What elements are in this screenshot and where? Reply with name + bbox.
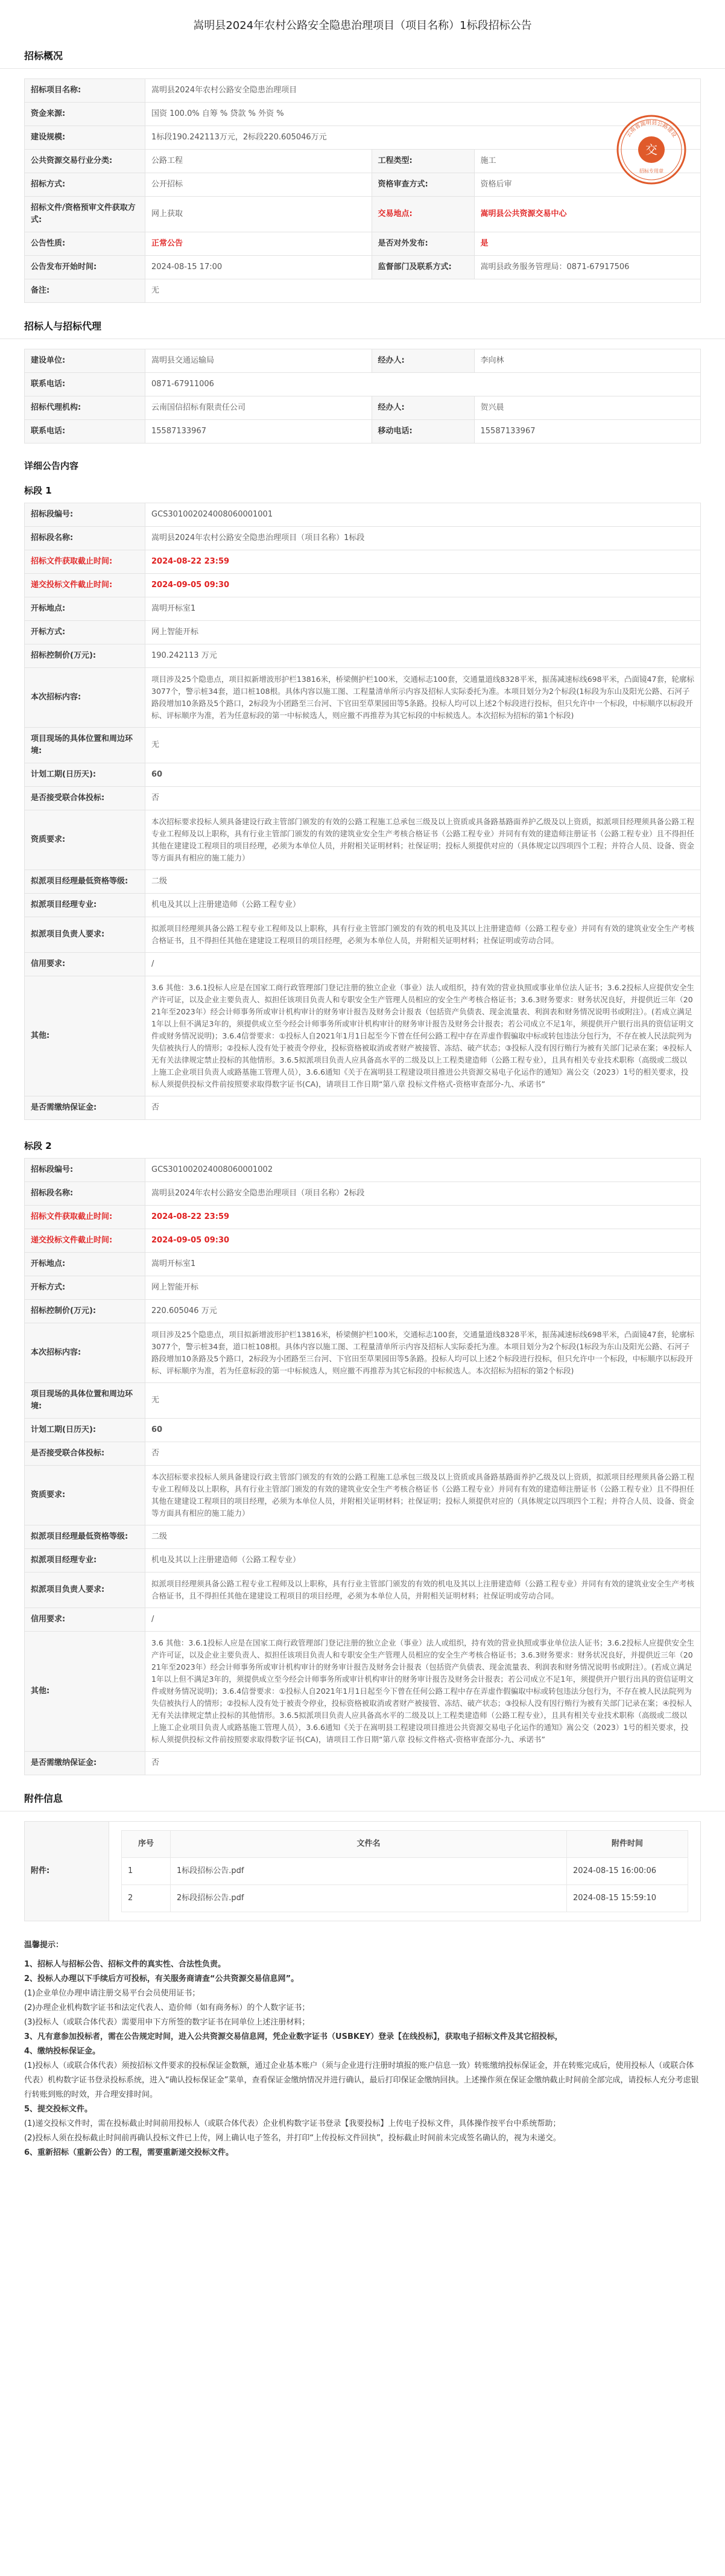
field-label: 招标方式:	[25, 173, 145, 197]
field-value: GCS301002024008060001002	[145, 1159, 701, 1182]
bid-row	[25, 953, 701, 976]
attachment-row[interactable]	[122, 1858, 688, 1885]
field-value: 机电及其以上注册建造师（公路工程专业）	[145, 894, 701, 917]
bid-row	[25, 1383, 701, 1419]
notice-item: (2)投标人须在投标截止时间前再确认投标文件已上传，网上确认电子签名，并打印“上传投标文件回执”，投标截止时间前未完成签名确认的，视为未递交。	[24, 2134, 561, 2143]
field-value: 网上智能开标	[145, 621, 701, 644]
official-seal-icon	[615, 113, 688, 186]
agency-row	[25, 373, 701, 396]
notice-item: (1)投标人（或联合体代表）须按招标文件要求的投标保证金数额，通过企业基本账户（须与企业进行注册时填报的账户信息一致）转账缴纳投标保证金，并在转账完成后，使用投标人（或联合体代表）机构数字证书登录投标系统，进入“确认投标保证金”菜单，查看保证金缴纳情况并进行确认，最后打印保证金缴纳回执。上述操作须在保证金缴纳截止时间前全部完成，请投标人充分考虑银行转账到账的时效，并合理安排时间。	[24, 2061, 699, 2099]
field-label: 招标段名称:	[25, 527, 145, 550]
overview-table	[24, 78, 701, 303]
field-value: 嵩明县公共资源交易中心	[474, 197, 701, 232]
bid-table	[24, 503, 701, 1120]
field-value: 15587133967	[474, 420, 701, 444]
field-value: 否	[145, 1442, 701, 1466]
field-value: 无	[145, 1383, 701, 1419]
field-label: 本次招标内容:	[25, 668, 145, 728]
bid-row	[25, 728, 701, 763]
bid-row	[25, 1573, 701, 1608]
bid-row	[25, 1159, 701, 1182]
field-label: 递交投标文件截止时间:	[25, 574, 145, 597]
attachment-column-header: 文件名	[171, 1831, 567, 1858]
notice-item: 4、缴纳投标保证金。	[24, 2047, 101, 2056]
overview-row	[25, 256, 701, 279]
field-value: 嵩明县政务服务管理局：0871-67917506	[474, 256, 701, 279]
field-value: 嵩明县2024年农村公路安全隐患治理项目	[145, 79, 701, 103]
attachment-column-header: 序号	[122, 1831, 171, 1858]
bid-row	[25, 1096, 701, 1120]
bid-row	[25, 1300, 701, 1323]
overview-section	[24, 78, 701, 303]
field-label: 监督部门及联系方式:	[372, 256, 474, 279]
field-label: 建设规模:	[25, 126, 145, 150]
field-value: 1标段190.242113万元，2标段220.605046万元	[145, 126, 701, 150]
bid-row	[25, 917, 701, 953]
agency-table	[24, 349, 701, 444]
notice-item: 5、提交投标文件。	[24, 2105, 93, 2114]
field-label: 开标方式:	[25, 621, 145, 644]
field-label: 拟派项目负责人要求:	[25, 1573, 145, 1608]
attachment-file-link[interactable]: 1标段招标公告.pdf	[171, 1858, 567, 1885]
field-label: 拟派项目经理最低资格等级:	[25, 1525, 145, 1549]
bid-row	[25, 527, 701, 550]
field-value: 2024-09-05 09:30	[145, 574, 701, 597]
field-label: 联系电话:	[25, 373, 145, 396]
attachment-index: 1	[122, 1858, 171, 1885]
field-label: 经办人:	[372, 396, 474, 420]
field-value: 正常公告	[145, 232, 372, 256]
attachments-heading: 附件信息	[0, 1786, 725, 1811]
svg-text:交: 交	[645, 142, 657, 157]
field-label: 联系电话:	[25, 420, 145, 444]
agency-row	[25, 396, 701, 420]
bid-row	[25, 787, 701, 810]
field-label: 其他:	[25, 1632, 145, 1752]
field-value: 项目涉及25个隐患点，项目拟新增波形护栏13816米，桥梁侧护栏100米，交通标志100套，交通量道线8328平米，振荡减速标线698平米，凸面镜47套，轮廓标3077个，警示桩34套，道口桩108根。具体内容以施工图、工程量清单所示内容及招标人实际委托为准。本项目划分为2个标段(1标段为东山及阳光公路、石河子路段增加10条路及5个路口，2标段为小团路至三台河、下官田至草果园田等5条路。投标人均可以上述2个标段进行投标，但只允许中一个标段，中标顺序以标段开标、评标顺序为准，若为任意标段的第一中标候选人，则应撤不再推荐为其它标段的中标候选人。本次招标为招标的第2个标段)	[145, 1323, 701, 1383]
agency-row	[25, 420, 701, 444]
field-value: /	[145, 1608, 701, 1632]
field-label: 拟派项目经理专业:	[25, 894, 145, 917]
bid-row	[25, 550, 701, 574]
field-value: 2024-09-05 09:30	[145, 1229, 701, 1253]
field-label: 招标段名称:	[25, 1182, 145, 1206]
field-label: 公共资源交易行业分类:	[25, 150, 145, 173]
notice-heading: 温馨提示：	[24, 1941, 64, 1950]
overview-row	[25, 279, 701, 303]
overview-row	[25, 173, 701, 197]
field-value: 15587133967	[145, 420, 372, 444]
field-label: 招标控制价(万元):	[25, 1300, 145, 1323]
field-value: 本次招标要求投标人须具备建设行政主管部门颁发的有效的公路工程施工总承包三级及以上资质或具备路基路面养护乙级及以上资质，拟派项目经理须具备公路工程专业工程师及以上职称，具有行业主管部门颁发的有效的建筑业安全生产考核合格证书（公路工程专业）并同有有效的建造师注册证书（公路工程专业）且不得担任其他在建建设工程项目的项目经理，必须为本单位人员，并附相关证明材料；社保证明；投标人须提供对应的（具体规定以四项四个工程；并符合人员、设备、资金等方面具有相应的施工能力）	[145, 1466, 701, 1525]
bid-row	[25, 1632, 701, 1752]
field-label: 工程类型:	[372, 150, 474, 173]
field-label: 是否接受联合体投标:	[25, 787, 145, 810]
field-value: 拟派项目经理须具备公路工程专业工程师及以上职称，具有行业主管部门颁发的有效的机电及其以上注册建造师（公路工程专业）并同有有效的建筑业安全生产考核合格证书，且不得担任其他在建建设工程项目的项目经理，必须为本单位人员，并附相关证明材料；社保证明或劳动合同。	[145, 1573, 701, 1608]
bid-section-2	[24, 1158, 701, 1775]
field-value: 190.242113 万元	[145, 644, 701, 668]
field-label: 招标文件获取截止时间:	[25, 1206, 145, 1229]
attachment-time: 2024-08-15 16:00:06	[567, 1858, 688, 1885]
bid-row	[25, 763, 701, 787]
bids-container	[0, 475, 725, 1775]
field-value: 施工	[474, 150, 701, 173]
notice-item: (1)递交投标文件时，需在投标截止时间前用投标人（或联合体代表）企业机构数字证书登录【我要投标】上传电子投标文件，具体操作按平台中系统帮助；	[24, 2119, 561, 2128]
field-label: 招标文件获取截止时间:	[25, 550, 145, 574]
agency-heading: 招标人与招标代理	[0, 314, 725, 339]
bid-row	[25, 1253, 701, 1276]
field-value: 嵩明开标室1	[145, 1253, 701, 1276]
field-value: 公开招标	[145, 173, 372, 197]
field-value: 2024-08-15 17:00	[145, 256, 372, 279]
field-label: 拟派项目经理专业:	[25, 1549, 145, 1573]
notice-item: (3)投标人（或联合体代表）需要用申下方所签的数字证书在同单位上述注册材料；	[24, 2018, 310, 2027]
field-value: 拟派项目经理须具备公路工程专业工程师及以上职称，具有行业主管部门颁发的有效的机电及其以上注册建造师（公路工程专业）并同有有效的建筑业安全生产考核合格证书，且不得担任其他在建建设工程项目的项目经理，必须为本单位人员，并附相关证明材料；社保证明或劳动合同。	[145, 917, 701, 953]
attachments-label: 附件:	[25, 1822, 109, 1921]
field-value: 无	[145, 279, 701, 303]
field-value: 嵩明开标室1	[145, 597, 701, 621]
field-value: /	[145, 953, 701, 976]
field-label: 本次招标内容:	[25, 1323, 145, 1383]
field-value: 是	[474, 232, 701, 256]
details-heading: 详细公告内容	[24, 460, 79, 471]
field-label: 公告发布开始时间:	[25, 256, 145, 279]
attachments-section	[24, 1821, 701, 1921]
field-label: 招标段编号:	[25, 503, 145, 527]
field-label: 公告性质:	[25, 232, 145, 256]
field-label: 是否接受联合体投标:	[25, 1442, 145, 1466]
notice-item: (1)企业单位办理申请注册交易平台会员使用证书；	[24, 1989, 200, 1998]
attachment-time: 2024-08-15 15:59:10	[567, 1885, 688, 1912]
bid-row	[25, 1608, 701, 1632]
field-value: 否	[145, 787, 701, 810]
field-value: 网上获取	[145, 197, 372, 232]
field-label: 资质要求:	[25, 810, 145, 870]
bid-section-1	[24, 503, 701, 1120]
field-label: 资金来源:	[25, 103, 145, 126]
notice-section	[0, 1932, 725, 2184]
field-value: GCS301002024008060001001	[145, 503, 701, 527]
bid-row	[25, 597, 701, 621]
field-value: 2024-08-22 23:59	[145, 550, 701, 574]
field-label: 是否需缴纳保证金:	[25, 1752, 145, 1775]
field-value: 嵩明县2024年农村公路安全隐患治理项目（项目名称）2标段	[145, 1182, 701, 1206]
bid-row	[25, 1525, 701, 1549]
attachment-file-link[interactable]: 2标段招标公告.pdf	[171, 1885, 567, 1912]
field-value: 嵩明县2024年农村公路安全隐患治理项目（项目名称）1标段	[145, 527, 701, 550]
field-label: 开标地点:	[25, 1253, 145, 1276]
bid-row	[25, 1549, 701, 1573]
overview-row	[25, 150, 701, 173]
bid-row	[25, 976, 701, 1096]
svg-text:招标专用章: 招标专用章	[639, 168, 663, 174]
field-label: 招标控制价(万元):	[25, 644, 145, 668]
field-value: 国资 100.0% 自筹 % 贷款 % 外资 %	[145, 103, 701, 126]
field-value: 公路工程	[145, 150, 372, 173]
svg-text:云南省嵩明县公路建设: 云南省嵩明县公路建设	[625, 119, 677, 139]
field-label: 招标项目名称:	[25, 79, 145, 103]
notice-item: 1、招标人与招标公告、招标文件的真实性、合法性负责。	[24, 1960, 226, 1969]
notice-item: 6、重新招标（重新公告）的工程，需要重新递交投标文件。	[24, 2148, 234, 2157]
field-value: 220.605046 万元	[145, 1300, 701, 1323]
field-label: 项目现场的具体位置和周边环境:	[25, 728, 145, 763]
field-label: 是否需缴纳保证金:	[25, 1096, 145, 1120]
notice-item: 2、投标人办理以下手续后方可投标，有关服务商请查“公共资源交易信息网”。	[24, 1974, 299, 1983]
field-label: 经办人:	[372, 349, 474, 373]
field-label: 拟派项目经理最低资格等级:	[25, 870, 145, 894]
field-value: 3.6 其他：3.6.1投标人应是在国家工商行政管理部门登记注册的独立企业（事业）法人或组织，持有效的营业执照或事业单位法人证书；3.6.2投标人应提供安全生产许可证，以及企业主要负责人、拟担任该项目负责人和专职安全生产管理人员相应的安全生产考核合格证书；3.6.3财务要求：财务状况良好，并提供近三年（2021年至2023年）经会计师事务所或审计机构审计的财务审计报告及财务会计报表（包括资产负债表、现金流量表、利润表和财务情况说明书或附注）。(若成立满足1年以上但不满足3年的，须提供成立至今经会计师事务所或审计机构审计的财务审计报告及财务会计报表；若公司成立不足1年，须提供开户银行出具的资信证明文件或财务情况说明)；3.6.4信誉要求：①投标人自2021年1月1日起至今下曾在任何公路工程中存在弄虚作假骗取中标或转包违法分包行为，不存在被人民法院列为失信被执行人的情形；②投标人没有处于被责令停业，投标资格被取消或者财产被接管、冻结、破产状态；③投标人没有因行贿行为被有关部门记录在案；④投标人无有关法律规定禁止投标的其他情形。3.6.5拟派项目负责人应具备高水平的二级及以上工程类建造师（公路工程专业），且具有相关专业技术职称（高级或二级以上施工企业项目负责人或路基施工管理人员），3.6.6通知《关于在嵩明县工程建设项目推进公共资源交易电子化运作的通知》嵩公交（2023）1号的相关要求，投标人须提供投标文件前按照要求取得数字证书(CA)，请项目工作日期“第八章 投标文件格式-资格审查部分-九、承诺书”	[145, 976, 701, 1096]
bid-row	[25, 1206, 701, 1229]
field-label: 建设单位:	[25, 349, 145, 373]
field-label: 开标地点:	[25, 597, 145, 621]
bid-row	[25, 574, 701, 597]
bid-section-title: 标段 2	[24, 1140, 52, 1151]
bid-row	[25, 870, 701, 894]
page-title: 嵩明县2024年农村公路安全隐患治理项目（项目名称）1标段招标公告	[193, 19, 532, 32]
bid-row	[25, 1419, 701, 1442]
field-value: 贺兴晨	[474, 396, 701, 420]
bid-row	[25, 1752, 701, 1775]
field-value: 否	[145, 1752, 701, 1775]
field-label: 资格审查方式:	[372, 173, 474, 197]
field-label: 开标方式:	[25, 1276, 145, 1300]
agency-row	[25, 349, 701, 373]
field-value: 2024-08-22 23:59	[145, 1206, 701, 1229]
notice-item: 3、凡有意参加投标者，需在公告规定时间，进入公共资源交易信息网，凭企业数字证书（USBKEY）登录【在线投标】，获取电子招标文件及其它招投标，	[24, 2032, 563, 2041]
field-value: 云南国信招标有限责任公司	[145, 396, 372, 420]
field-value: 本次招标要求投标人须具备建设行政主管部门颁发的有效的公路工程施工总承包三级及以上资质或具备路基路面养护乙级及以上资质，拟派项目经理须具备公路工程专业工程师及以上职称，具有行业主管部门颁发的有效的建筑业安全生产考核合格证书（公路工程专业）并同有有效的建造师注册证书（公路工程专业）且不得担任其他在建建设工程项目的项目经理，必须为本单位人员，并附相关证明材料；社保证明；投标人须提供对应的（具体规定以四项四个工程；并符合人员、设备、资金等方面具有相应的施工能力）	[145, 810, 701, 870]
bid-row	[25, 810, 701, 870]
field-value: 否	[145, 1096, 701, 1120]
field-label: 移动电话:	[372, 420, 474, 444]
overview-row	[25, 103, 701, 126]
field-label: 其他:	[25, 976, 145, 1096]
overview-row	[25, 197, 701, 232]
field-value: 资格后审	[474, 173, 701, 197]
field-label: 递交投标文件截止时间:	[25, 1229, 145, 1253]
attachments-table	[121, 1830, 688, 1912]
notice-item: (2)办理企业机构数字证书和法定代表人、造价师（如有商务标）的个人数字证书；	[24, 2003, 310, 2012]
field-label: 备注:	[25, 279, 145, 303]
overview-row	[25, 79, 701, 103]
field-label: 计划工期(日历天):	[25, 763, 145, 787]
bid-row	[25, 894, 701, 917]
attachment-index: 2	[122, 1885, 171, 1912]
bid-row	[25, 644, 701, 668]
bid-row	[25, 1276, 701, 1300]
field-label: 招标文件/资格预审文件获取方式:	[25, 197, 145, 232]
field-value: 60	[145, 763, 701, 787]
field-value: 二级	[145, 870, 701, 894]
field-value: 项目涉及25个隐患点，项目拟新增波形护栏13816米，桥梁侧护栏100米，交通标志100套，交通量道线8328平米，振荡减速标线698平米，凸面镜47套，轮廓标3077个，警示桩34套，道口桩108根。具体内容以施工图、工程量清单所示内容及招标人实际委托为准。本项目划分为2个标段(1标段为东山及阳光公路、石河子路段增加10条路及5个路口，2标段为小团路至三台河、下官田至草果园田等5条路。投标人均可以上述2个标段进行投标，但只允许中一个标段，中标顺序以标段开标、评标顺序为准，若为任意标段的第一中标候选人，则应撤不再推荐为其它标段的中标候选人。本次招标为招标的第1个标段)	[145, 668, 701, 728]
field-label: 交易地点:	[372, 197, 474, 232]
field-label: 计划工期(日历天):	[25, 1419, 145, 1442]
bid-row	[25, 1442, 701, 1466]
field-label: 项目现场的具体位置和周边环境:	[25, 1383, 145, 1419]
bid-row	[25, 1229, 701, 1253]
bid-row	[25, 621, 701, 644]
overview-heading: 招标概况	[0, 43, 725, 69]
attachment-column-header: 附件时间	[567, 1831, 688, 1858]
bid-row	[25, 1466, 701, 1525]
field-value: 网上智能开标	[145, 1276, 701, 1300]
field-value: 嵩明县交通运输局	[145, 349, 372, 373]
agency-section	[24, 349, 701, 444]
field-value: 无	[145, 728, 701, 763]
field-label: 资质要求:	[25, 1466, 145, 1525]
field-label: 拟派项目负责人要求:	[25, 917, 145, 953]
field-value: 3.6 其他：3.6.1投标人应是在国家工商行政管理部门登记注册的独立企业（事业）法人或组织，持有效的营业执照或事业单位法人证书；3.6.2投标人应提供安全生产许可证，以及企业主要负责人、拟担任该项目负责人和专职安全生产管理人员相应的安全生产考核合格证书；3.6.3财务要求：财务状况良好，并提供近三年（2021年至2023年）经会计师事务所或审计机构审计的财务审计报告及财务会计报表（包括资产负债表、现金流量表、利润表和财务情况说明书或附注）。(若成立满足1年以上但不满足3年的，须提供成立至今经会计师事务所或审计机构审计的财务审计报告及财务会计报表；若公司成立不足1年，须提供开户银行出具的资信证明文件或财务情况说明)；3.6.4信誉要求：①投标人自2021年1月1日起至今下曾在任何公路工程中存在弄虚作假骗取中标或转包违法分包行为，不存在被人民法院列为失信被执行人的情形；②投标人没有处于被责令停业，投标资格被取消或者财产被接管、冻结、破产状态；③投标人没有因行贿行为被有关部门记录在案；④投标人无有关法律规定禁止投标的其他情形。3.6.5拟派项目负责人应具备高水平的二级及以上工程类建造师（公路工程专业），且具有相关专业技术职称（高级或二级以上施工企业项目负责人或路基施工管理人员），3.6.6通知《关于在嵩明县工程建设项目推进公共资源交易电子化运作的通知》嵩公交（2023）1号的相关要求，投标人须提供投标文件前按照要求取得数字证书(CA)，请项目工作日期“第八章 投标文件格式-资格审查部分-九、承诺书”	[145, 1632, 701, 1752]
field-label: 招标段编号:	[25, 1159, 145, 1182]
field-value: 60	[145, 1419, 701, 1442]
field-value: 机电及其以上注册建造师（公路工程专业）	[145, 1549, 701, 1573]
bid-row	[25, 668, 701, 728]
field-label: 信用要求:	[25, 953, 145, 976]
overview-row	[25, 126, 701, 150]
bid-row	[25, 1182, 701, 1206]
field-value: 二级	[145, 1525, 701, 1549]
bid-table	[24, 1158, 701, 1775]
field-label: 信用要求:	[25, 1608, 145, 1632]
field-value: 李向林	[474, 349, 701, 373]
bid-row	[25, 1323, 701, 1383]
bid-section-title: 标段 1	[24, 485, 52, 496]
field-label: 是否对外发布:	[372, 232, 474, 256]
bid-row	[25, 503, 701, 527]
field-value: 0871-67911006	[145, 373, 701, 396]
attachment-row[interactable]	[122, 1885, 688, 1912]
overview-row	[25, 232, 701, 256]
field-label: 招标代理机构:	[25, 396, 145, 420]
